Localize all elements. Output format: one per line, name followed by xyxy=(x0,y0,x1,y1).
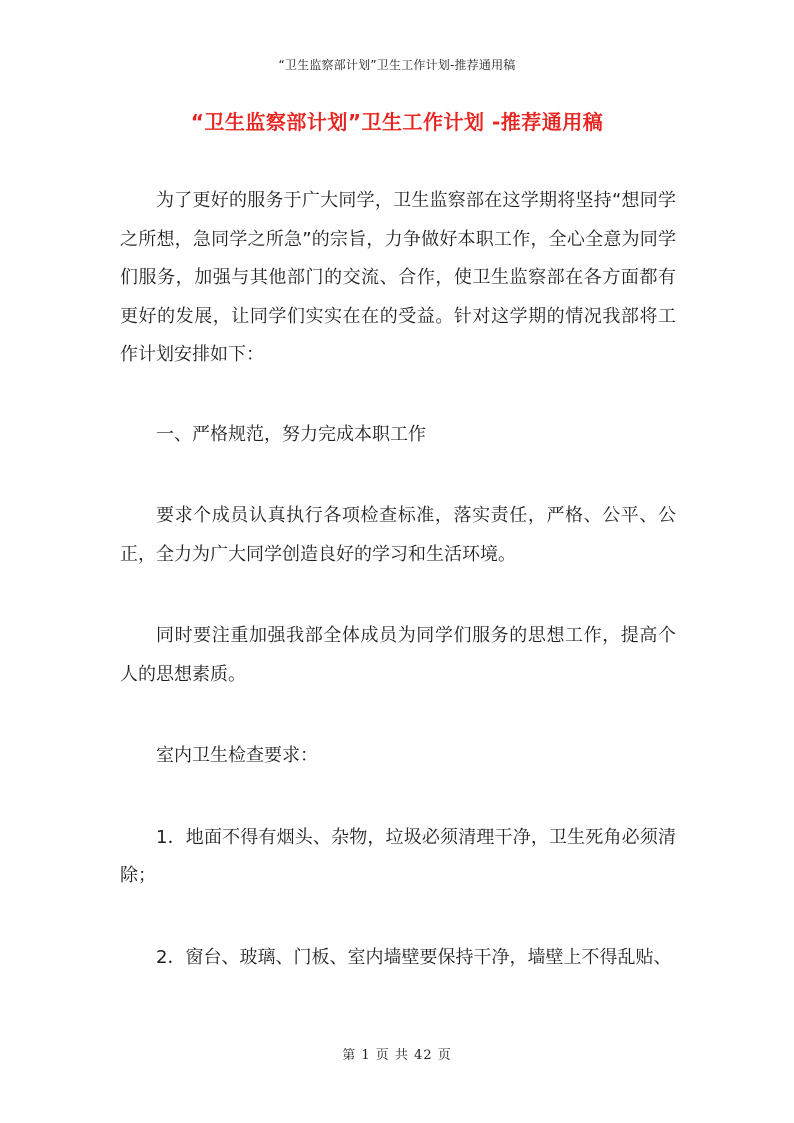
list-item-2: 2．窗台、玻璃、门板、室内墙壁要保持干净，墙壁上不得乱贴、 xyxy=(156,946,672,968)
running-header: “卫生监察部计划”卫生工作计划-推荐通用稿 xyxy=(278,58,516,72)
document-body xyxy=(120,182,676,977)
paragraph-thinking: 同时要注重加强我部全体成员为同学们服务的思想工作，提高个人的思想素质。 xyxy=(120,625,676,685)
paragraph-indoor-heading: 室内卫生检查要求： xyxy=(156,745,318,766)
document-title: “卫生监察部计划”卫生工作计划 -推荐通用稿 xyxy=(190,110,604,134)
paragraph-intro: 为了更好的服务于广大同学，卫生监察部在这学期将坚持“想同学之所想，急同学之所急”的宗旨，力争做好本职工作，全心全意为同学们服务，加强与其他部门的交流、合作，使卫生监察部在各方面都有更好的发展，让同学们实实在在的受益。针对这学期的情况我部将工作计划安排如下： xyxy=(120,190,676,365)
page-number-footer: 第 1 页 共 42 页 xyxy=(342,1048,452,1063)
section-heading: 一、严格规范，努力完成本职工作 xyxy=(156,423,426,445)
paragraph-requirements: 要求个成员认真执行各项检查标准，落实责任，严格、公平、公正，全力为广大同学创造良好的学习和生活环境。 xyxy=(120,505,676,565)
list-item-1: 1．地面不得有烟头、杂物，垃圾必须清理干净，卫生死角必须清除； xyxy=(120,826,676,886)
